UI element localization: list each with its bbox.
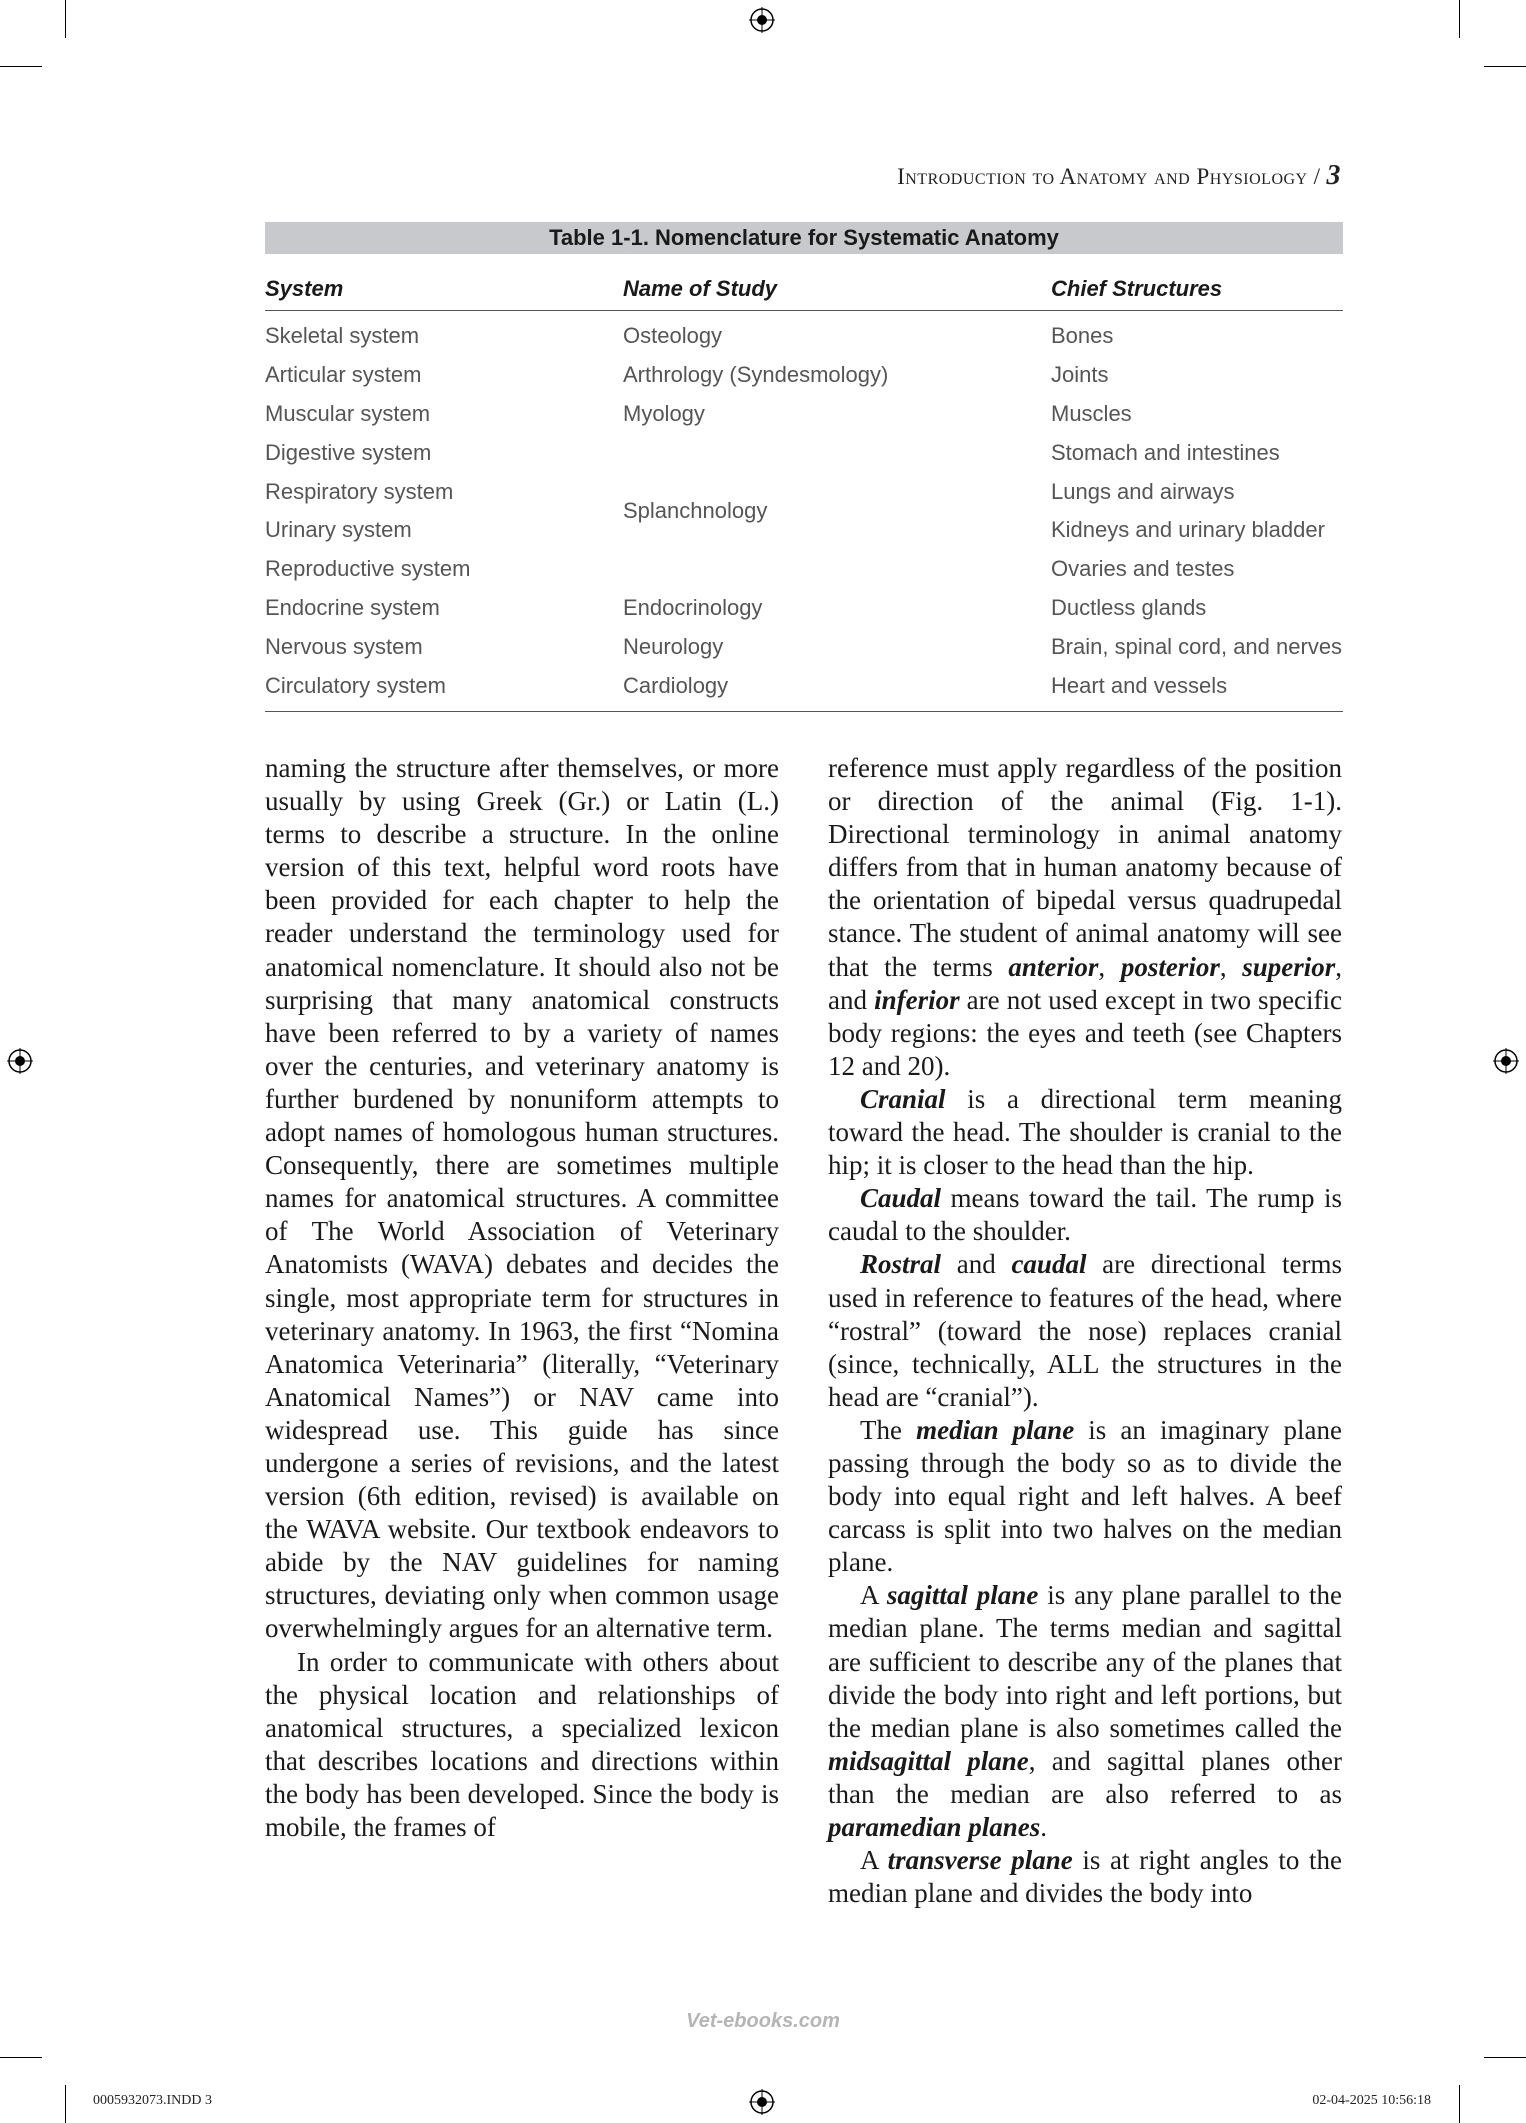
crop-mark <box>1459 0 1460 38</box>
table-cell: Osteology <box>623 323 723 349</box>
body-column-left <box>265 752 779 1844</box>
table-cell: Stomach and intestines <box>1051 439 1280 465</box>
table-grid <box>265 264 1343 705</box>
table-row <box>265 356 1343 395</box>
paragraph <box>828 1182 1342 1248</box>
registration-target-icon <box>749 2089 775 2115</box>
term-anterior: anterior <box>1008 951 1099 982</box>
text-run: and <box>941 1249 1012 1280</box>
table-bottom-rule <box>265 711 1343 712</box>
table-cell: Reproductive system <box>265 556 471 582</box>
paragraph <box>828 1083 1342 1182</box>
table-cell: Nervous system <box>265 633 423 659</box>
table-row <box>265 395 1343 434</box>
paragraph <box>828 1579 1342 1844</box>
table-cell: Endocrinology <box>623 594 763 620</box>
text-run: means toward the tail. The rump is caudal to the shoulder. <box>828 1183 1342 1247</box>
crop-mark <box>1484 2057 1526 2058</box>
crop-mark <box>0 2057 42 2058</box>
text-run: are directional terms used in reference to features of the head, where “rostral” (toward the nose) replaces cranial (since, technically, ALL the structures in the head are “cranial”). <box>828 1249 1342 1412</box>
text-run: reference must apply regardless of the position or direction of the animal (Fig. 1-1). Directional terminology in animal anatomy differs from that in human anatomy because of the orientation of bipedal versus quadrupedal stance. The student of animal anatomy will see that the terms <box>828 753 1342 982</box>
text-run: . <box>1040 1812 1048 1842</box>
term-transverse-plane: transverse plane <box>887 1845 1073 1876</box>
crop-mark <box>1484 66 1526 67</box>
table-row <box>265 433 1343 472</box>
paragraph <box>828 1248 1342 1413</box>
running-head-separator: / <box>1313 164 1321 189</box>
table-caption: Table 1-1. Nomenclature for Systematic Anatomy <box>265 222 1343 254</box>
term-inferior: inferior <box>874 984 960 1015</box>
crop-mark <box>1459 2085 1460 2123</box>
text-run: is any plane parallel to the median plane. The terms median and sagittal are sufficient to describe any of the planes that divide the body into right and left portions, but the median plane is also sometimes called the <box>828 1580 1343 1743</box>
registration-target-icon <box>749 7 775 33</box>
column-header-system: System <box>265 264 623 311</box>
term-median-plane: median plane <box>916 1414 1075 1445</box>
table-row <box>265 589 1343 628</box>
nomenclature-table <box>265 222 1343 712</box>
term-posterior: posterior <box>1120 951 1220 982</box>
registration-target-icon <box>7 1048 33 1074</box>
text-run: , and <box>828 951 1342 1015</box>
table-cell: Circulatory system <box>265 672 446 698</box>
text-run: is at right angles to the median plane and divides the body into <box>828 1845 1343 1909</box>
text-run: The <box>860 1414 917 1445</box>
table-cell: Urinary system <box>265 517 412 543</box>
term-paramedian-planes: paramedian planes <box>828 1812 1041 1842</box>
table-cell: Skeletal system <box>265 323 420 349</box>
paragraph: naming the structure after themselves, or more usually by using Greek (Gr.) or Latin (L.) terms to describe a structure. In the online version of this text, helpful word roots have been provided for each chapter to help the reader understand the terminology used for anatomical nomenclature. It should also not be surprising that many anatomical constructs have been referred to by a variety of names over the centuries, and veterinary anatomy is further burdened by nonuniform attempts to adopt names of homologous human structures. Consequently, there are sometimes multiple names for anatomical structures. A committee of The World Association of Veterinary Anatomists (WAVA) debates and decides the single, most appropriate term for structures in veterinary anatomy. In 1963, the first “Nomina Anatomica Veterinaria” (literally, “Veterinary Anatomical Names”) or NAV came into widespread use. This guide has since undergone a series of revisions, and the latest version (6th edition, revised) is available on the WAVA website. Our textbook endeavors to abide by the NAV guidelines for naming structures, deviating only when common usage overwhelmingly argues for an alternative term. <box>265 753 779 1644</box>
table-row <box>265 311 1343 356</box>
paragraph <box>828 752 1342 1083</box>
running-head-title: Introduction to Anatomy and Physiology <box>897 164 1308 189</box>
page-number: 3 <box>1326 160 1341 191</box>
table-cell: Arthrology (Syndesmology) <box>623 362 889 388</box>
text-run: A <box>860 1580 887 1611</box>
text-run: , and sagittal planes other than the median are also referred to as <box>828 1745 1342 1809</box>
table-cell: Articular system <box>265 362 422 388</box>
term-midsagittal-plane: midsagittal plane <box>828 1745 1029 1776</box>
table-row <box>265 627 1343 666</box>
table-cell: Heart and vessels <box>1051 672 1228 698</box>
table-cell: Brain, spinal cord, and nerves <box>1051 633 1343 659</box>
table-cell: Kidneys and urinary bladder <box>1051 517 1325 543</box>
print-slug-timestamp: 02-04-2025 10:56:18 <box>1312 2093 1431 2108</box>
table-cell: Cardiology <box>623 672 729 698</box>
term-superior: superior <box>1242 951 1336 982</box>
text-run: is a directional term meaning toward the head. The shoulder is cranial to the hip; it is closer to the head than the hip. <box>828 1083 1342 1181</box>
paragraph <box>828 1844 1342 1910</box>
text-run: , <box>1219 951 1243 982</box>
table-cell: Myology <box>623 400 705 426</box>
running-head <box>600 160 1341 192</box>
table-cell: Digestive system <box>265 439 432 465</box>
table-row <box>265 666 1343 705</box>
text-run: is an imaginary plane passing through the body so as to divide the body into equal right and left halves. A beef carcass is split into two halves on the median plane. <box>828 1414 1342 1578</box>
column-header-chief-structures: Chief Structures <box>1051 264 1343 311</box>
text-run: A <box>860 1845 888 1876</box>
paragraph <box>828 1414 1342 1579</box>
table-cell: Endocrine system <box>265 594 440 620</box>
term-caudal: caudal <box>1011 1249 1087 1280</box>
crop-mark <box>65 0 66 38</box>
table-cell: Respiratory system <box>265 478 454 504</box>
table-cell: Muscular system <box>265 400 431 426</box>
table-cell: Neurology <box>623 633 724 659</box>
table-header-row <box>265 264 1343 311</box>
crop-mark <box>0 66 42 67</box>
watermark-logo: Vet-ebooks.com <box>686 2010 840 2032</box>
term-rostral: Rostral <box>860 1249 942 1280</box>
table-cell: Joints <box>1051 362 1109 388</box>
paragraph: In order to communicate with others about the physical location and relationships of anatomical structures, a specialized lexicon that describes locations and directions within the body has been developed. Since the body is mobile, the frames of <box>265 1646 779 1842</box>
term-cranial: Cranial <box>860 1083 946 1114</box>
body-column-right <box>828 752 1342 1910</box>
term-caudal: Caudal <box>860 1183 942 1214</box>
table-cell: Ovaries and testes <box>1051 556 1235 582</box>
column-header-name-of-study: Name of Study <box>623 264 1051 311</box>
crop-mark <box>65 2085 66 2123</box>
table-cell: Ductless glands <box>1051 594 1207 620</box>
text-run: , <box>1098 951 1121 982</box>
table-cell: Muscles <box>1051 400 1132 426</box>
table-cell: Lungs and airways <box>1051 478 1235 504</box>
registration-target-icon <box>1493 1048 1519 1074</box>
text-run: are not used except in two specific body regions: the eyes and teeth (see Chapters 12 and 20). <box>828 984 1343 1081</box>
term-sagittal-plane: sagittal plane <box>886 1580 1039 1611</box>
table-cell: Bones <box>1051 323 1114 349</box>
print-slug-file: 0005932073.INDD 3 <box>93 2093 212 2108</box>
table-cell-merged: Splanchnology <box>623 497 768 523</box>
